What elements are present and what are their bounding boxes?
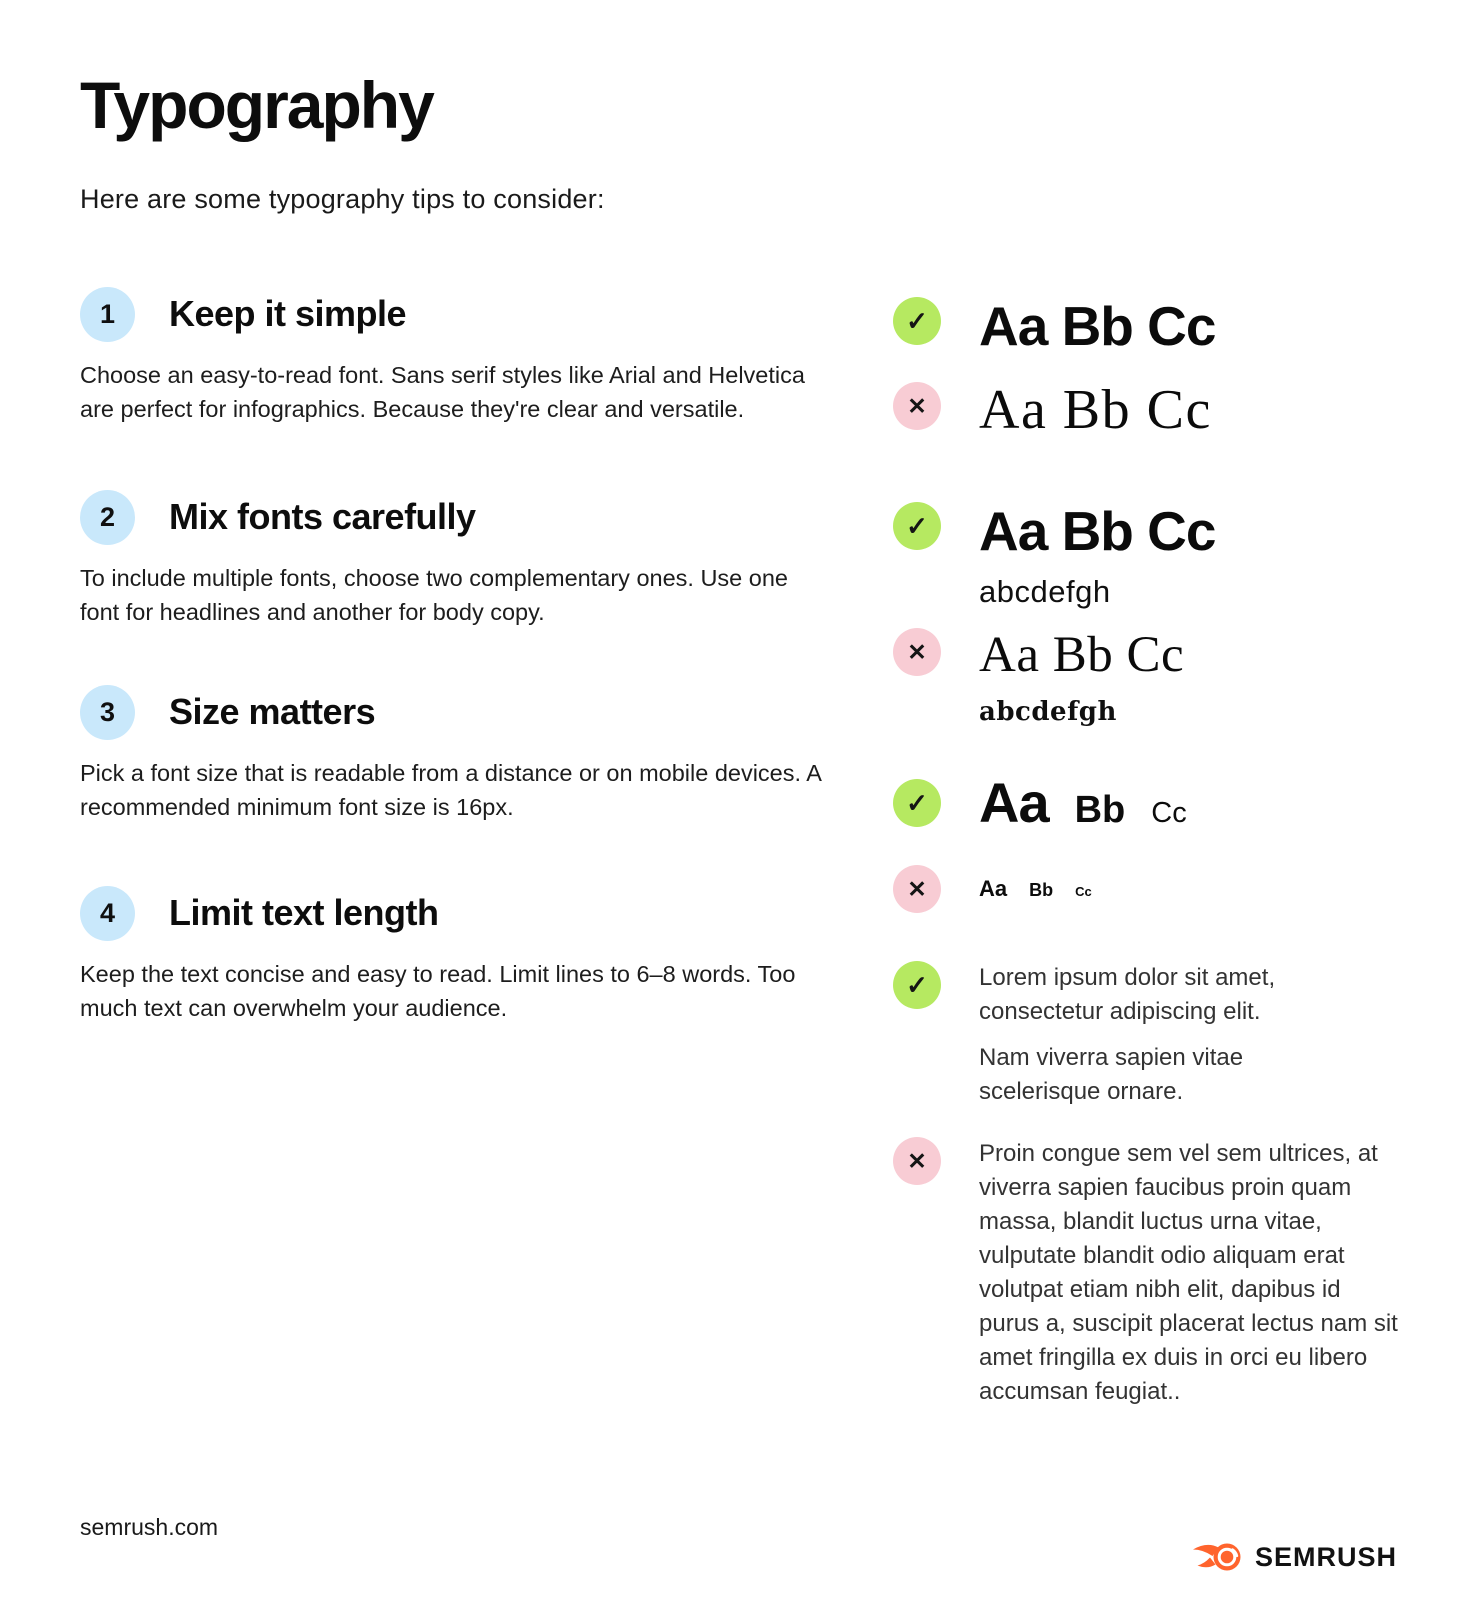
tip-number-badge: 4 — [80, 886, 135, 941]
sample-pairing-bad — [979, 628, 1184, 727]
sample-body: abcdefgh — [979, 697, 1117, 727]
tip-title: Mix fonts carefully — [169, 496, 476, 538]
tip-title: Limit text length — [169, 892, 439, 934]
letter-large: Aa — [979, 876, 1008, 901]
paragraph: Proin congue sem vel sem ultrices, at viverra sapien faucibus proin quam massa, blandit luctus urna vitae, vulputate blandit odio aliquam erat volutpat etiam nibh elit, dapibus id purus a, suscipit placerat lectus nam sit amet fringilla ex duis in orci eu libero accumsan feugiat.. — [979, 1140, 1398, 1405]
tip-number-badge: 3 — [80, 685, 135, 740]
x-icon: ✕ — [893, 628, 941, 676]
tip-mix-fonts-carefully — [80, 490, 850, 629]
example-font-size-good — [893, 771, 1438, 834]
example-text-length-good — [893, 961, 1438, 1109]
x-icon: ✕ — [893, 865, 941, 913]
tip-body: Choose an easy-to-read font. Sans serif styles like Arial and Helvetica are perfect for infographics. Because they're clear and versatile. — [80, 361, 805, 422]
sample-heading: Aa Bb Cc — [979, 627, 1185, 683]
semrush-wordmark: SEMRUSH — [1255, 1541, 1398, 1572]
sample-sizes-bad — [979, 878, 1092, 900]
semrush-logo — [1192, 1540, 1397, 1574]
letter-small: Cc — [1075, 884, 1092, 899]
tip-keep-it-simple — [80, 287, 850, 426]
page-subtitle: Here are some typography tips to consider: — [80, 183, 605, 214]
left-column — [80, 68, 850, 1025]
footer-site-url: semrush.com — [80, 1514, 219, 1540]
example-font-mixing-good — [893, 502, 1438, 610]
x-icon: ✕ — [893, 382, 941, 430]
tip-header — [80, 287, 850, 342]
paragraph: Lorem ipsum dolor sit amet, consectetur adipiscing elit. — [979, 964, 1276, 1025]
tip-body: To include multiple fonts, choose two complementary ones. Use one font for headlines and another for body copy. — [80, 564, 788, 625]
sample-serif-bad: Aa Bb Cc — [979, 379, 1212, 441]
tips-list — [80, 287, 850, 1025]
tip-body: Pick a font size that is readable from a distance or on mobile devices. A recommended minimum font size is 16px. — [80, 759, 821, 820]
example-font-choice-bad — [893, 379, 1438, 441]
sample-sizes-good — [979, 771, 1187, 834]
check-icon: ✓ — [893, 779, 941, 827]
tip-number-badge: 2 — [80, 490, 135, 545]
letter-large: Aa — [979, 771, 1049, 834]
page-title: Typography — [80, 68, 433, 142]
sample-heading: Aa Bb Cc — [979, 500, 1216, 562]
example-font-size-bad — [893, 865, 1438, 913]
check-icon: ✓ — [893, 297, 941, 345]
sample-pairing-good — [979, 502, 1216, 610]
example-font-choice-good — [893, 295, 1438, 357]
letter-medium: Bb — [1029, 880, 1054, 900]
tip-header — [80, 886, 850, 941]
letter-medium: Bb — [1074, 789, 1126, 831]
x-icon: ✕ — [893, 1137, 941, 1185]
check-icon: ✓ — [893, 502, 941, 550]
tip-size-matters — [80, 685, 850, 824]
sample-body: abcdefgh — [979, 574, 1111, 609]
tip-header — [80, 685, 850, 740]
tip-title: Size matters — [169, 691, 376, 733]
sample-short-text — [979, 961, 1319, 1109]
tip-number-badge: 1 — [80, 287, 135, 342]
letter-small: Cc — [1151, 797, 1187, 829]
paragraph: Nam viverra sapien vitae scelerisque ornare. — [979, 1044, 1244, 1105]
sample-sans-good: Aa Bb Cc — [979, 295, 1216, 357]
sample-long-text — [979, 1137, 1404, 1409]
semrush-flame-icon — [1192, 1540, 1244, 1574]
tip-header — [80, 490, 850, 545]
examples-column — [893, 297, 1438, 1409]
example-font-mixing-bad — [893, 628, 1438, 727]
tip-limit-text-length — [80, 886, 850, 1025]
check-icon: ✓ — [893, 961, 941, 1009]
tip-title: Keep it simple — [169, 293, 407, 335]
tip-body: Keep the text concise and easy to read. Limit lines to 6–8 words. Too much text can overwhelm your audience. — [80, 960, 796, 1021]
example-text-length-bad — [893, 1137, 1438, 1409]
